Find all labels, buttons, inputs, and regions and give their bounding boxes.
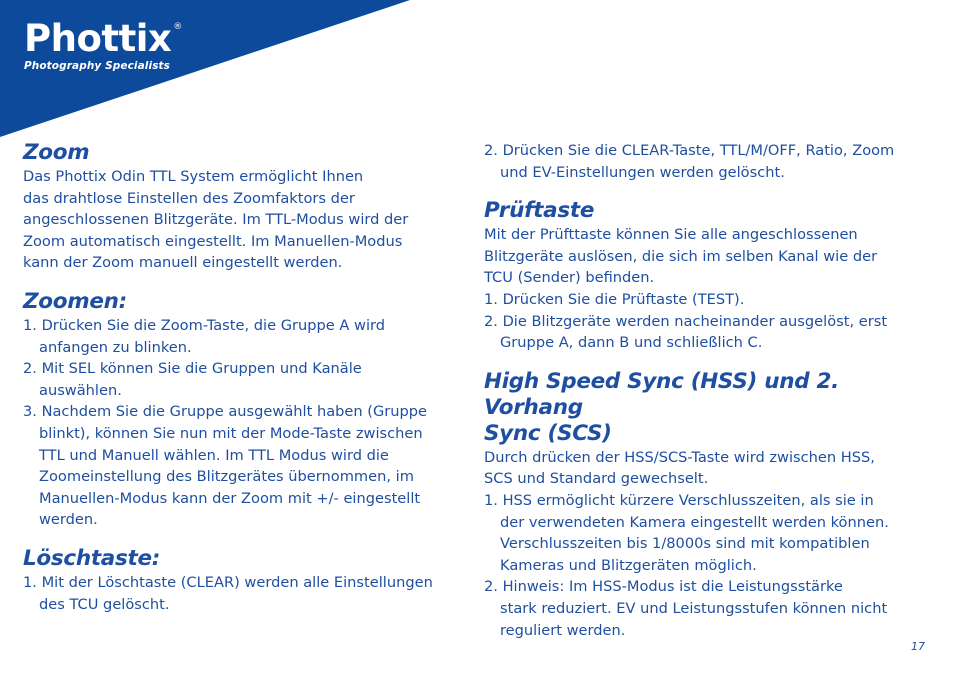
pruef-line: TCU (Sender) befinden. [484,269,655,287]
list-line: Verschlusszeiten bis 1/8000s sind mit kompatiblen [500,535,870,553]
list-line: 1. Mit der Löschtaste (CLEAR) werden alle Einstellungen [23,573,433,591]
list-line: reguliert werden. [500,621,626,639]
heading-zoomen: Zoomen: [23,288,127,314]
hss-line: SCS und Standard gewechselt. [484,470,709,488]
list-line: des TCU gelöscht. [39,595,170,613]
list-item [484,576,934,641]
list-line: TTL und Manuell wählen. Im TTL Modus wird die [39,446,389,464]
list-item [484,490,934,576]
list-line: blinkt), können Sie nun mit der Mode-Taste zwischen [39,424,423,442]
list-item [23,401,463,531]
heading-hss-line2: Sync (SCS) [484,420,612,446]
list-line: 1. Drücken Sie die Prüftaste (TEST). [484,290,745,308]
section-zoom [23,140,463,274]
list-line: Gruppe A, dann B und schließlich C. [500,334,763,352]
pruef-line: Blitzgeräte auslösen, die sich im selben Kanal wie der [484,247,878,265]
list-line: stark reduziert. EV und Leistungsstufen können nicht [500,599,888,617]
list-line: auswählen. [39,381,122,399]
logo-tagline: Photography Specialists [24,60,171,72]
heading-hss-line1: High Speed Sync (HSS) und 2. Vorhang [484,368,840,420]
registered-mark: ® [173,22,182,32]
list-item [484,311,934,354]
heading-loeschtaste: Löschtaste: [23,545,161,571]
list-item [23,358,463,401]
list-line: der verwendeten Kamera eingestellt werden können. [500,513,889,531]
left-column [23,140,463,615]
phottix-logo [24,18,182,72]
zoom-line: das drahtlose Einstellen des Zoomfaktors der [23,189,355,207]
section-zoomen [23,289,463,531]
list-item [484,289,934,311]
zoom-line: Zoom automatisch eingestellt. Im Manuellen-Modus [23,232,403,250]
list-line: Manuellen-Modus kann der Zoom mit +/- eingestellt [39,489,421,507]
list-line: 3. Nachdem Sie die Gruppe ausgewählt haben (Gruppe [23,403,428,421]
right-column [484,140,934,641]
heading-hss [484,369,934,447]
list-line: 1. HSS ermöglicht kürzere Verschlusszeiten, als sie in [484,491,874,509]
page-number: 17 [911,640,925,653]
section-loeschtaste-continued [484,140,934,183]
list-line: 2. Hinweis: Im HSS-Modus ist die Leistungsstärke [484,578,843,596]
heading-pruef: Prüftaste [484,198,595,224]
zoom-line: kann der Zoom manuell eingestellt werden. [23,254,343,272]
list-line: 1. Drücken Sie die Zoom-Taste, die Gruppe A wird [23,316,386,334]
pruef-line: Mit der Prüfttaste können Sie alle angeschlossenen [484,226,858,244]
section-pruef [484,198,934,354]
list-item [23,572,463,615]
list-line: werden. [39,511,98,529]
list-item [23,315,463,358]
list-item [484,140,934,183]
list-line: 2. Drücken Sie die CLEAR-Taste, TTL/M/OFF, Ratio, Zoom [484,142,895,159]
list-line: 2. Die Blitzgeräte werden nacheinander ausgelöst, erst [484,312,888,330]
zoom-line: angeschlossenen Blitzgeräte. Im TTL-Modus wird der [23,211,409,229]
list-line: anfangen zu blinken. [39,338,192,356]
list-line: Zoomeinstellung des Blitzgerätes übernommen, im [39,468,414,486]
section-loeschtaste [23,546,463,615]
section-hss [484,369,934,641]
list-line: Kameras und Blitzgeräten möglich. [500,556,757,574]
zoom-line: Das Phottix Odin TTL System ermöglicht Ihnen [23,168,364,185]
logo-name: Phottix [24,17,172,60]
logo-wordmark [24,18,182,60]
list-line: 2. Mit SEL können Sie die Gruppen und Kanäle [23,360,362,378]
heading-zoom: Zoom [23,140,90,165]
list-line: und EV-Einstellungen werden gelöscht. [500,163,785,181]
hss-line: Durch drücken der HSS/SCS-Taste wird zwischen HSS, [484,448,875,466]
